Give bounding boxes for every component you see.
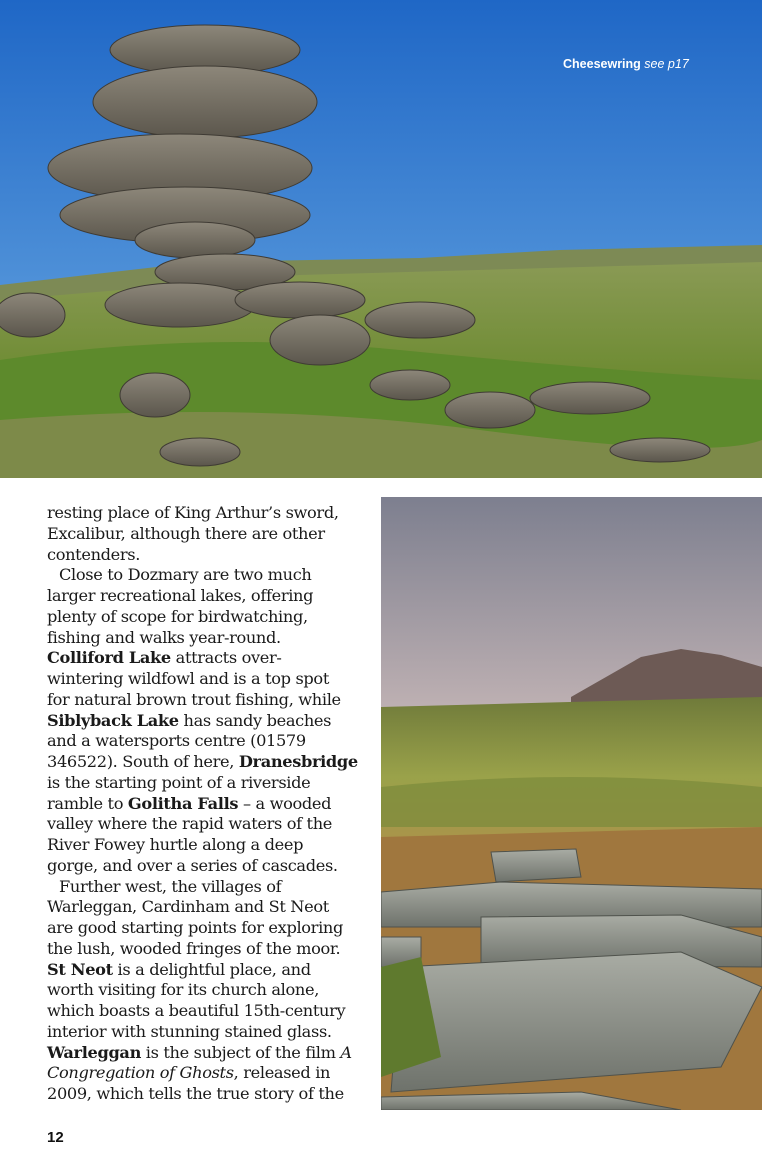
text-line bbox=[47, 814, 367, 835]
text-line bbox=[47, 607, 367, 628]
text-segment: Further west, the villages of bbox=[59, 876, 282, 896]
caption-page-ref: see p17 bbox=[644, 57, 689, 71]
text-line bbox=[47, 752, 367, 773]
text-segment: is the starting point of a riverside bbox=[47, 772, 311, 792]
text-segment: contenders. bbox=[47, 544, 141, 564]
text-line bbox=[47, 794, 367, 815]
text-line bbox=[47, 545, 367, 566]
text-line bbox=[47, 897, 367, 918]
text-segment: attracts over- bbox=[170, 648, 282, 668]
text-segment: wintering wildfowl and is a top spot bbox=[47, 669, 329, 688]
place-name: St Neot bbox=[47, 959, 113, 979]
film-title: Congregation of Ghosts bbox=[47, 1063, 234, 1083]
place-name: Warleggan bbox=[47, 1042, 141, 1062]
text-segment: which boasts a beautiful 15th-century bbox=[47, 1001, 346, 1020]
text-segment: has sandy beaches bbox=[178, 710, 332, 730]
caption-title: Cheesewring bbox=[563, 57, 641, 71]
text-segment: gorge, and over a series of cascades. bbox=[47, 855, 338, 875]
text-segment: worth visiting for its church alone, bbox=[47, 980, 320, 1000]
body-text bbox=[47, 503, 367, 1105]
place-name: Siblyback Lake bbox=[47, 710, 179, 730]
page-number: 12 bbox=[47, 1129, 64, 1146]
text-segment: Excalibur, although there are other bbox=[47, 523, 325, 543]
text-line bbox=[47, 586, 367, 607]
text-line bbox=[47, 565, 367, 586]
text-line bbox=[47, 980, 367, 1001]
text-line bbox=[47, 1084, 367, 1105]
text-segment: plenty of scope for birdwatching, bbox=[47, 606, 308, 626]
text-line bbox=[47, 628, 367, 649]
place-name: Dranesbridge bbox=[238, 752, 358, 771]
text-segment: for natural brown trout fishing, while bbox=[47, 689, 341, 709]
text-segment: interior with stunning stained glass. bbox=[47, 1021, 332, 1041]
text-segment: 346522). South of here, bbox=[47, 752, 239, 771]
text-segment: River Fowey hurtle along a deep bbox=[47, 835, 304, 854]
text-segment: the lush, wooded fringes of the moor. bbox=[47, 938, 341, 958]
text-line bbox=[47, 773, 367, 794]
text-segment: 2009, which tells the true story of the bbox=[47, 1084, 344, 1103]
text-segment: , released in bbox=[233, 1063, 331, 1083]
text-line bbox=[47, 856, 367, 877]
text-line bbox=[47, 1022, 367, 1043]
film-title: A bbox=[340, 1042, 352, 1062]
text-line bbox=[47, 711, 367, 732]
text-segment: larger recreational lakes, offering bbox=[47, 586, 314, 605]
text-line bbox=[47, 877, 367, 898]
text-segment: Close to Dozmary are two much bbox=[59, 565, 312, 585]
text-segment: resting place of King Arthur’s sword, bbox=[47, 503, 339, 522]
text-line bbox=[47, 1001, 367, 1022]
cheesewring-photo bbox=[0, 0, 762, 478]
text-line bbox=[47, 939, 367, 960]
text-segment: and a watersports centre (01579 bbox=[47, 731, 306, 751]
text-line bbox=[47, 835, 367, 856]
text-line bbox=[47, 1043, 367, 1064]
text-line bbox=[47, 918, 367, 939]
text-line bbox=[47, 503, 367, 524]
text-line bbox=[47, 669, 367, 690]
text-segment: valley where the rapid waters of the bbox=[47, 814, 333, 834]
text-segment: ramble to bbox=[47, 793, 128, 813]
text-line bbox=[47, 524, 367, 545]
text-segment: is a delightful place, and bbox=[112, 959, 311, 979]
photo-caption bbox=[563, 57, 689, 71]
text-line bbox=[47, 960, 367, 981]
text-line bbox=[47, 1063, 367, 1084]
text-segment: fishing and walks year-round. bbox=[47, 627, 281, 647]
moorland-photo bbox=[381, 497, 762, 1110]
text-line bbox=[47, 648, 367, 669]
place-name: Golitha Falls bbox=[127, 793, 239, 813]
text-segment: Warleggan, Cardinham and St Neot bbox=[47, 897, 329, 917]
place-name: Colliford Lake bbox=[47, 648, 171, 668]
text-segment: is the subject of the film bbox=[140, 1042, 341, 1062]
text-segment: are good starting points for exploring bbox=[47, 918, 343, 937]
text-segment: – a wooded bbox=[238, 793, 332, 813]
text-line bbox=[47, 690, 367, 711]
text-line bbox=[47, 731, 367, 752]
